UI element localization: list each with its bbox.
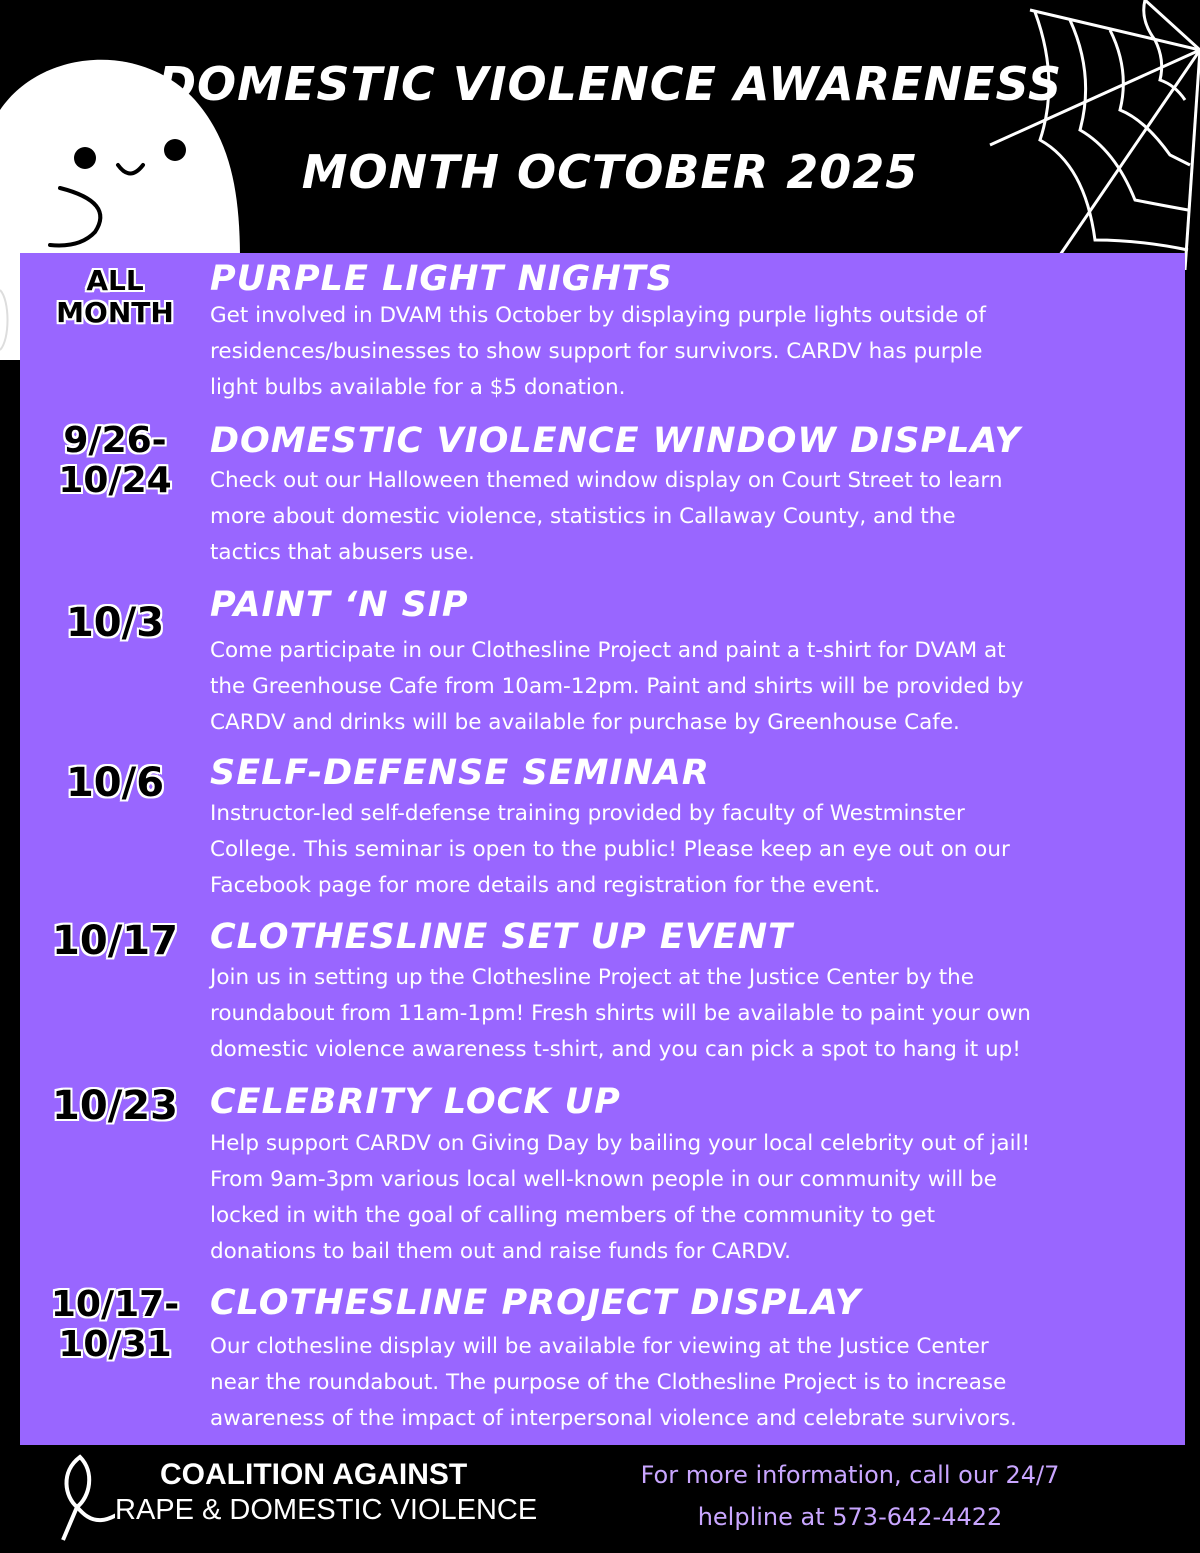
event-body-line: donations to bail them out and raise funds for CARDV.: [210, 1239, 791, 1264]
event-body-line: Come participate in our Clothesline Project and paint a t-shirt for DVAM at: [210, 638, 1006, 663]
event-date-line: 9/26-: [63, 420, 167, 461]
event-heading: DOMESTIC VIOLENCE WINDOW DISPLAY: [210, 421, 1021, 461]
event-body-line: roundabout from 11am-1pm! Fresh shirts will be available to paint your own: [210, 1001, 1031, 1026]
event-body-line: Get involved in DVAM this October by displaying purple lights outside of: [210, 303, 986, 328]
event-body-line: tactics that abusers use.: [210, 540, 475, 565]
event-body-line: Instructor-led self-defense training provided by faculty of Westminster: [210, 801, 965, 826]
event-body: [210, 633, 1185, 741]
event-date: 10/17: [52, 918, 178, 964]
event-body-line: Join us in setting up the Clothesline Project at the Justice Center by the: [210, 965, 974, 990]
event-body-line: College. This seminar is open to the public! Please keep an eye out on our: [210, 837, 1010, 862]
event-body-line: From 9am-3pm various local well-known people in our community will be: [210, 1167, 997, 1192]
title-line-2: MONTH OCTOBER 2025: [301, 145, 919, 199]
title-line-1: DOMESTIC VIOLENCE AWARENESS: [157, 57, 1063, 111]
contact-info: [620, 1454, 1080, 1538]
ribbon-logo-icon: [55, 1452, 115, 1542]
event-date-line: ALL: [86, 264, 144, 297]
org-name-line-2: RAPE & DOMESTIC VIOLENCE: [115, 1494, 538, 1526]
contact-line-2: helpline at 573-642-4422: [697, 1503, 1003, 1531]
event-heading: CLOTHESLINE SET UP EVENT: [210, 917, 793, 957]
event-body-line: locked in with the goal of calling members of the community to get: [210, 1203, 936, 1228]
event-date-line: 10/24: [58, 460, 172, 501]
event-date: [20, 1285, 210, 1365]
contact-line-1: For more information, call our 24/7: [640, 1461, 1060, 1489]
event-body-line: more about domestic violence, statistics in Callaway County, and the: [210, 504, 956, 529]
event-heading: PURPLE LIGHT NIGHTS: [210, 259, 673, 299]
event-body: [210, 298, 1185, 406]
event-body-line: CARDV and drinks will be available for purchase by Greenhouse Cafe.: [210, 710, 960, 735]
event-date: [20, 421, 210, 501]
org-name-line-1: COALITION AGAINST: [160, 1458, 468, 1491]
event-date: 10/6: [65, 760, 165, 806]
event-body-line: domestic violence awareness t-shirt, and you can pick a spot to hang it up!: [210, 1037, 1021, 1062]
event-body-line: light bulbs available for a $5 donation.: [210, 375, 626, 400]
event-body-line: awareness of the impact of interpersonal violence and celebrate survivors.: [210, 1406, 1017, 1431]
page-title: [150, 40, 1070, 216]
org-logo: [55, 1452, 575, 1542]
event-date: [20, 265, 210, 329]
event-body-line: Facebook page for more details and registration for the event.: [210, 873, 881, 898]
event-date-line: 10/17-: [50, 1284, 180, 1325]
event-date: 10/23: [52, 1083, 178, 1129]
event-body-line: residences/businesses to show support for survivors. CARDV has purple: [210, 339, 983, 364]
event-body-line: Our clothesline display will be available for viewing at the Justice Center: [210, 1334, 989, 1359]
event-body: [210, 463, 1185, 571]
event-date: 10/3: [65, 600, 165, 646]
event-body: [210, 1126, 1185, 1270]
event-date-line: 10/31: [58, 1324, 172, 1365]
event-body: [210, 1329, 1185, 1437]
event-heading: SELF-DEFENSE SEMINAR: [210, 753, 710, 793]
event-body-line: Check out our Halloween themed window display on Court Street to learn: [210, 468, 1003, 493]
event-date-line: MONTH: [56, 296, 174, 329]
event-body-line: near the roundabout. The purpose of the Clothesline Project is to increase: [210, 1370, 1007, 1395]
event-heading: CELEBRITY LOCK UP: [210, 1082, 621, 1122]
event-body-line: Help support CARDV on Giving Day by bailing your local celebrity out of jail!: [210, 1131, 1031, 1156]
event-body: [210, 960, 1185, 1068]
event-heading: PAINT ‘N SIP: [210, 585, 469, 625]
event-body-line: the Greenhouse Cafe from 10am-12pm. Paint and shirts will be provided by: [210, 674, 1024, 699]
event-body: [210, 796, 1185, 904]
event-heading: CLOTHESLINE PROJECT DISPLAY: [210, 1283, 862, 1323]
events-panel: [20, 253, 1185, 1445]
